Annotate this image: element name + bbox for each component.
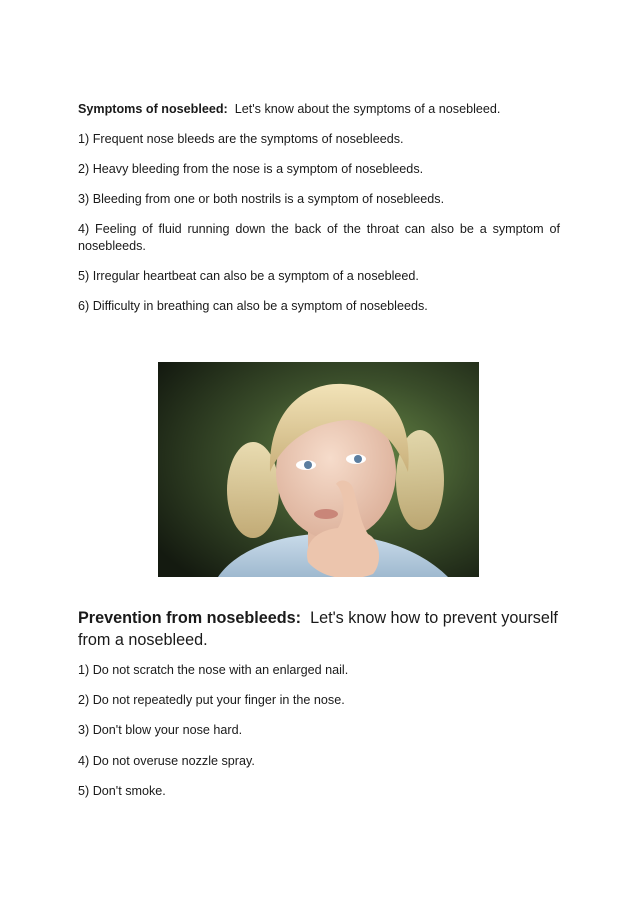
symptom-item: 1) Frequent nose bleeds are the symptoms of nosebleeds. xyxy=(78,132,404,146)
child-photo xyxy=(158,362,479,577)
symptom-item: 3) Bleeding from one or both nostrils is a symptom of nosebleeds. xyxy=(78,192,445,206)
prevention-item: 5) Don't smoke. xyxy=(78,783,166,798)
symptom-item: 2) Heavy bleeding from the nose is a symptom of nosebleeds. xyxy=(78,162,424,176)
symptoms-intro-text: Let's know about the symptoms of a nosebleed. xyxy=(234,102,501,116)
prevention-intro-text: Let's know how to prevent yourself from a nosebleed. xyxy=(78,609,558,649)
prevention-section xyxy=(78,607,560,813)
prevention-item: 1) Do not scratch the nose with an enlarged nail. xyxy=(78,663,349,677)
prevention-intro xyxy=(78,607,560,651)
symptoms-section xyxy=(78,101,560,328)
symptoms-heading: Symptoms of nosebleed: xyxy=(78,102,228,116)
prevention-item: 4) Do not overuse nozzle spray. xyxy=(78,753,255,768)
child-photo-illustration xyxy=(158,362,479,577)
prevention-item: 3) Don't blow your nose hard. xyxy=(78,723,243,738)
prevention-heading: Prevention from nosebleeds: xyxy=(78,609,302,627)
symptom-item: 4) Feeling of fluid running down the back of the throat can also be a symptom of nosebleeds. xyxy=(78,222,560,253)
symptom-item: 6) Difficulty in breathing can also be a symptom of nosebleeds. xyxy=(78,299,428,313)
prevention-item: 2) Do not repeatedly put your finger in the nose. xyxy=(78,693,345,708)
symptom-item: 5) Irregular heartbeat can also be a symptom of a nosebleed. xyxy=(78,269,419,283)
symptoms-intro xyxy=(78,101,560,118)
